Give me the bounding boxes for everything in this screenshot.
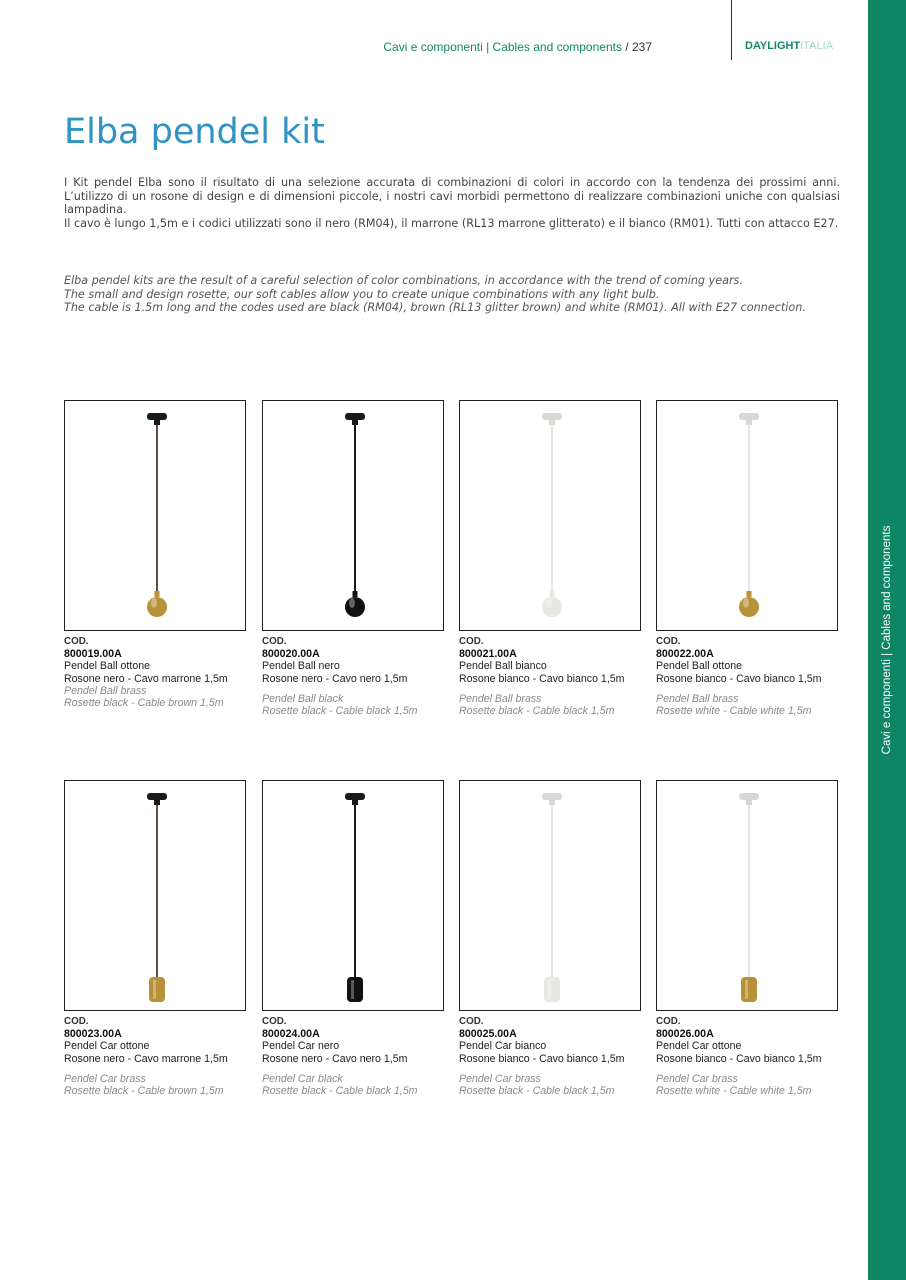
product-image [656, 400, 838, 631]
pendant-lamp-illustration [460, 781, 640, 1010]
product-desc-it: Rosone nero - Cavo marrone 1,5m [64, 1052, 228, 1065]
intro-english [64, 274, 854, 315]
product-caption [459, 636, 659, 717]
product-code: 800023.00A [64, 1028, 122, 1041]
pendant-lamp-illustration [657, 781, 837, 1010]
product-desc-it: Rosone bianco - Cavo bianco 1,5m [459, 1052, 625, 1065]
cylinder-lamp [741, 977, 757, 1002]
product-name-en: Pendel Car brass [64, 1072, 146, 1085]
product-image [656, 780, 838, 1011]
page-header [0, 40, 840, 56]
product-name-en: Pendel Car brass [656, 1072, 738, 1085]
product-caption [262, 636, 462, 717]
product-desc-en: Rosette black - Cable black 1,5m [262, 1085, 418, 1098]
cylinder-lamp [149, 977, 165, 1002]
rosette [542, 413, 562, 420]
product-desc-it: Rosone bianco - Cavo bianco 1,5m [459, 672, 625, 685]
cylinder-lamp [347, 977, 363, 1002]
product-caption [656, 1016, 856, 1097]
intro-en-line: The small and design rosette, our soft cables allow you to create unique combinations with any light bulb. [64, 287, 660, 301]
lamp-highlight [743, 598, 749, 608]
cod-label: COD. [459, 636, 484, 647]
product-image [64, 400, 246, 631]
pendant-lamp-illustration [657, 401, 837, 630]
intro-it-paragraph: I Kit pendel Elba sono il risultato di una selezione accurata di combinazioni di colori in accordo con la tendenza dei prossimi anni. L’utilizzo di un rosone di design e di dimensioni piccole, i nostri cavi morbidi permettono di realizzare combinazioni uniche con qualsiasi lampadina. [64, 176, 840, 217]
rosette-stem [154, 799, 160, 805]
product-desc-en: Rosette black - Cable brown 1,5m [64, 697, 224, 710]
lamp-holder [550, 591, 555, 597]
product-desc-en: Rosette black - Cable brown 1,5m [64, 1085, 224, 1098]
rosette [739, 413, 759, 420]
cod-label: COD. [656, 636, 681, 647]
product-image [459, 780, 641, 1011]
product-code: 800024.00A [262, 1028, 320, 1041]
rosette [739, 793, 759, 800]
product-name-it: Pendel Ball nero [262, 660, 340, 673]
product-code: 800021.00A [459, 648, 517, 661]
product-image [459, 400, 641, 631]
intro-it-paragraph: Il cavo è lungo 1,5m e i codici utilizzati sono il nero (RM04), il marrone (RL13 marrone glitterato) e il bianco (RM01). Tutti con attacco E27. [64, 216, 839, 230]
lamp-highlight [351, 980, 354, 999]
product-code: 800019.00A [64, 648, 122, 661]
lamp-holder [353, 591, 358, 597]
product-name-it: Pendel Ball bianco [459, 660, 547, 673]
rosette [147, 793, 167, 800]
cod-label: COD. [656, 1016, 681, 1027]
rosette-stem [154, 419, 160, 425]
product-image [262, 400, 444, 631]
product-name-it: Pendel Car ottone [64, 1040, 150, 1053]
product-code: 800025.00A [459, 1028, 517, 1041]
rosette [345, 413, 365, 420]
lamp-highlight [546, 598, 552, 608]
rosette [147, 413, 167, 420]
rosette-stem [352, 419, 358, 425]
rosette-stem [549, 419, 555, 425]
rosette-stem [352, 799, 358, 805]
pendant-lamp-illustration [263, 781, 443, 1010]
page-number: / 237 [621, 40, 652, 54]
lamp-highlight [153, 980, 156, 999]
brand-logo: DAYLIGHTITALIA [745, 40, 834, 52]
page-title: Elba pendel kit [64, 112, 325, 152]
rosette [345, 793, 365, 800]
lamp-highlight [349, 598, 355, 608]
product-desc-en: Rosette black - Cable black 1,5m [459, 1085, 615, 1098]
product-name-it: Pendel Ball ottone [656, 660, 742, 673]
product-code: 800022.00A [656, 648, 714, 661]
product-name-en: Pendel Ball black [262, 692, 344, 705]
product-name-en: Pendel Ball brass [64, 684, 147, 697]
ball-lamp [739, 597, 759, 617]
lamp-holder [747, 591, 752, 597]
pendant-lamp-illustration [65, 401, 245, 630]
lamp-holder [155, 591, 160, 597]
ball-lamp [542, 597, 562, 617]
product-caption [262, 1016, 462, 1097]
product-name-it: Pendel Car ottone [656, 1040, 742, 1053]
product-desc-en: Rosette black - Cable black 1,5m [459, 705, 615, 718]
lamp-highlight [745, 980, 748, 999]
product-desc-en: Rosette white - Cable white 1,5m [656, 1085, 812, 1098]
rosette [542, 793, 562, 800]
section-name: Cavi e componenti | Cables and components [383, 40, 622, 54]
product-code: 800020.00A [262, 648, 320, 661]
lamp-highlight [548, 980, 551, 999]
product-caption [64, 1016, 264, 1097]
product-caption [459, 1016, 659, 1097]
product-name-en: Pendel Car brass [459, 1072, 541, 1085]
product-desc-en: Rosette black - Cable black 1,5m [262, 705, 418, 718]
product-image [262, 780, 444, 1011]
product-desc-it: Rosone nero - Cavo nero 1,5m [262, 1052, 408, 1065]
product-name-en: Pendel Car black [262, 1072, 343, 1085]
product-name-it: Pendel Ball ottone [64, 660, 150, 673]
rosette-stem [549, 799, 555, 805]
intro-italian [64, 176, 840, 230]
pendant-lamp-illustration [460, 401, 640, 630]
rosette-stem [746, 419, 752, 425]
product-desc-it: Rosone nero - Cavo nero 1,5m [262, 672, 408, 685]
cod-label: COD. [459, 1016, 484, 1027]
header-section-title [383, 40, 652, 54]
pendant-lamp-illustration [263, 401, 443, 630]
product-caption [656, 636, 856, 717]
ball-lamp [345, 597, 365, 617]
product-desc-en: Rosette white - Cable white 1,5m [656, 705, 812, 718]
pendant-lamp-illustration [65, 781, 245, 1010]
product-desc-it: Rosone bianco - Cavo bianco 1,5m [656, 672, 822, 685]
product-caption [64, 636, 264, 709]
cod-label: COD. [262, 1016, 287, 1027]
product-name-it: Pendel Car bianco [459, 1040, 547, 1053]
cod-label: COD. [64, 1016, 89, 1027]
side-tab-label: Cavi e componenti | Cables and components [881, 525, 893, 755]
product-image [64, 780, 246, 1011]
rosette-stem [746, 799, 752, 805]
product-desc-it: Rosone bianco - Cavo bianco 1,5m [656, 1052, 822, 1065]
cod-label: COD. [262, 636, 287, 647]
intro-en-line: The cable is 1.5m long and the codes used are black (RM04), brown (RL13 glitter brown) and white (RM01). All with E27 connection. [64, 301, 806, 315]
intro-en-line: Elba pendel kits are the result of a careful selection of color combinations, in accordance with the trend of coming years. [64, 274, 743, 287]
cylinder-lamp [544, 977, 560, 1002]
lamp-highlight [151, 598, 157, 608]
product-name-it: Pendel Car nero [262, 1040, 340, 1053]
cod-label: COD. [64, 636, 89, 647]
ball-lamp [147, 597, 167, 617]
product-code: 800026.00A [656, 1028, 714, 1041]
product-desc-it: Rosone nero - Cavo marrone 1,5m [64, 672, 228, 685]
product-name-en: Pendel Ball brass [459, 692, 542, 705]
product-name-en: Pendel Ball brass [656, 692, 739, 705]
